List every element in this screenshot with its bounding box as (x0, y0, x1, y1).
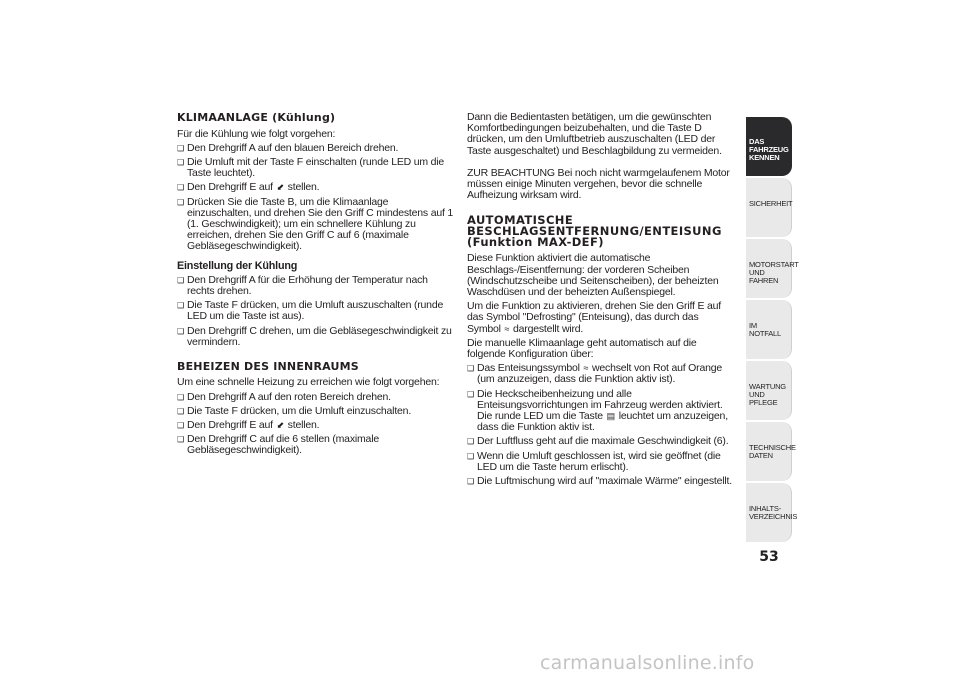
tab-sicherheit[interactable]: SICHERHEIT (746, 178, 792, 237)
heating-intro: Um eine schnelle Heizung zu erreichen wie folgt vorgehen: (177, 376, 440, 389)
cooling-intro: Für die Kühlung wie folgt vorgehen: (177, 127, 336, 140)
list-item-text: Den Drehgriff E auf (187, 419, 273, 432)
list-item: ❑ Den Drehgriff C auf die 6 stellen (maximale Gebläsegeschwindigkeit). (177, 434, 455, 456)
tab-wartung-und-pflege[interactable]: WARTUNG UND PFLEGE (746, 361, 792, 420)
tab-das-fahrzeug-kennen[interactable]: DAS FAHRZEUG KENNEN (746, 117, 792, 176)
list-item: ❑ Die Luftmischung wird auf "maximale Wärme" eingestellt. (467, 476, 735, 487)
feet-vent-icon: ⬋ (276, 182, 284, 193)
heading-adjust-cooling: Einstellung der Kühlung (177, 259, 298, 272)
heading-heating: BEHEIZEN DES INNENRAUMS (177, 359, 359, 373)
defrost-icon: ≈ (583, 363, 589, 374)
list-item: ❑ Den Drehgriff A auf den roten Bereich drehen. (177, 392, 455, 403)
tab-inhaltsverzeichnis[interactable]: INHALTS-VERZEICHNIS (746, 483, 792, 542)
list-item-text: leuchtet um anzuzeigen, dass die Funktion aktiv ist. (477, 410, 728, 434)
list-item: ❑ Die Taste F drücken, um die Umluft einzuschalten. (177, 406, 455, 417)
list-item-text: stellen. (287, 181, 320, 194)
right-column (467, 112, 735, 490)
watermark: carmanualsonline.info (540, 652, 755, 674)
list-item-text: Das Enteisungssymbol (477, 362, 580, 375)
list-item: ❑ Die Umluft mit der Taste F einschalten (runde LED um die Taste leuchtet). (177, 157, 455, 179)
list-item-text: stellen. (287, 419, 320, 432)
list-item: ❑ Wenn die Umluft geschlossen ist, wird sie geöffnet (die LED um die Taste herum erlischt). (467, 451, 735, 473)
section-tabs (746, 117, 799, 544)
list-item: ❑ Den Drehgriff A auf den blauen Bereich drehen. (177, 143, 455, 154)
list-item: ❑ Den Drehgriff A für die Erhöhung der Temperatur nach rechts drehen. (177, 275, 455, 297)
list-item-text: Die Heckscheibenheizung und alle Enteisungsvorrichtungen im Fahrzeug werden aktiviert. Die runde LED um die Taste (477, 387, 723, 423)
defrost-icon: ≈ (504, 323, 510, 334)
list-item: ❑ Drücken Sie die Taste B, um die Klimaanlage einzuschalten, und drehen Sie den Griff C mindestens auf 1 (1. Geschwindigkeit); um ein schnellere Kühlung zu erreichen, drehen Sie den Griff C auf 6 (maximale Gebläsegeschwindigkeit). (177, 197, 455, 253)
rear-window-heater-icon: ▤ (606, 411, 615, 422)
left-column (177, 112, 455, 460)
note-paragraph: ZUR BEACHTUNG Bei noch nicht warmgelaufenem Motor müssen einige Minuten vergehen, bevor die schnelle Aufheizung wirksam wird. (467, 166, 730, 202)
heading-max-def: AUTOMATISCHE BESCHLAGSENTFERNUNG/ENTEISUNG (Funktion MAX-DEF) (467, 213, 722, 250)
list-item: ❑ Die Taste F drücken, um die Umluft auszuschalten (runde LED um die Taste ist aus). (177, 300, 455, 322)
list-item-text: wechselt von Rot auf Orange (um anzuzeigen, dass die Funktion aktiv ist). (477, 362, 723, 386)
paragraph-text: dargestellt wird. (513, 322, 584, 335)
list-item (467, 363, 735, 385)
tab-technische-daten[interactable]: TECHNISCHE DATEN (746, 422, 792, 481)
list-item-text: Den Drehgriff E auf (187, 181, 273, 194)
list-item (177, 182, 455, 193)
paragraph: Dann die Bedientasten betätigen, um die gewünschten Komfortbedingungen beizubehalten, und die Taste D drücken, um den Umluftbetrieb auszuschalten (LED der Taste ausgeschaltet) und Beschlagbildung zu vermeiden. (467, 111, 722, 157)
paragraph: Diese Funktion aktiviert die automatische Beschlags-/Eisentfernung: der vorderen Scheiben (Windschutzscheibe und Seitenscheiben), der beheizten Waschdüsen und der beheizten Außenspiegel. (467, 252, 719, 299)
tab-motorstart-und-fahren[interactable]: MOTORSTART UND FAHREN (746, 239, 792, 298)
tab-im-notfall[interactable]: IM NOTFALL (746, 300, 792, 359)
list-item: ❑ Der Luftfluss geht auf die maximale Geschwindigkeit (6). (467, 436, 735, 447)
paragraph-text: Um die Funktion zu aktivieren, drehen Sie den Griff E auf das Symbol "Defrosting" (Enteisung), das durch das Symbol (467, 300, 721, 335)
heading-air-conditioning: KLIMAANLAGE (Kühlung) (177, 111, 336, 124)
list-item (467, 389, 735, 434)
list-item: ❑ Den Drehgriff C drehen, um die Gebläsegeschwindigkeit zu vermindern. (177, 326, 455, 348)
feet-vent-icon: ⬋ (276, 420, 284, 431)
page-number: 53 (759, 549, 779, 565)
paragraph (467, 301, 735, 335)
paragraph: Die manuelle Klimaanlage geht automatisch auf die folgende Konfiguration über: (467, 336, 697, 361)
list-item (177, 420, 455, 431)
